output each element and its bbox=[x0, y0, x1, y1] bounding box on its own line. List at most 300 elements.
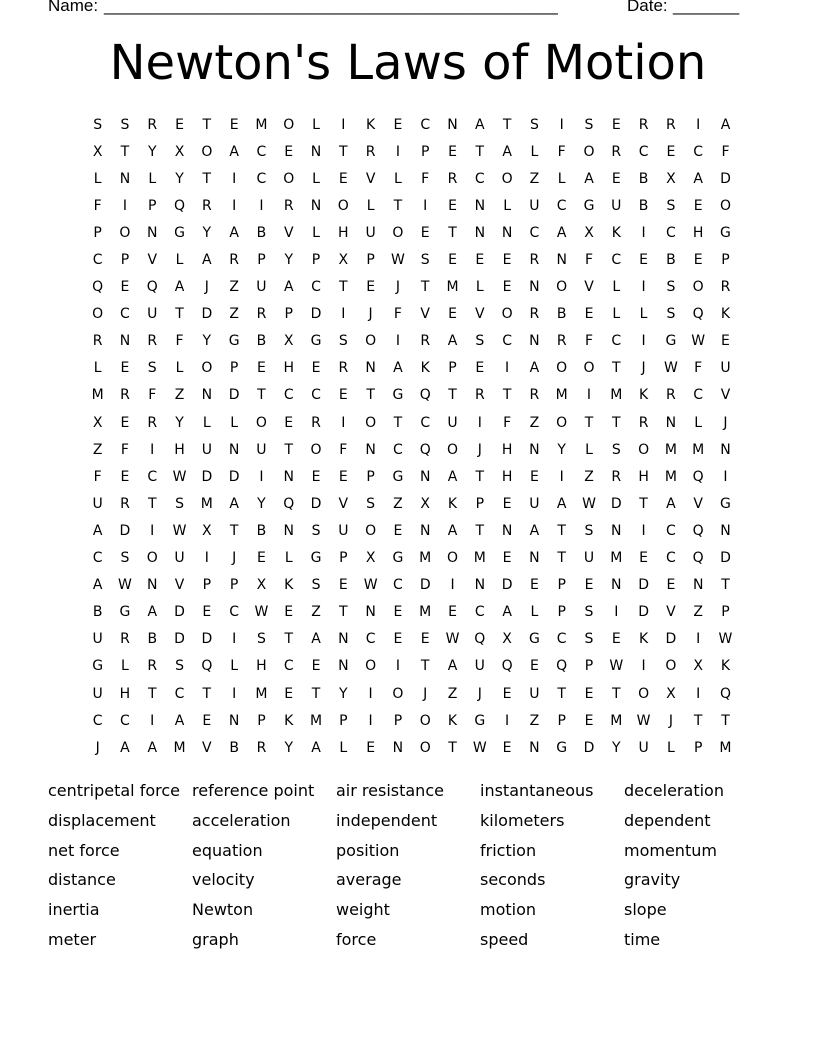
grid-row bbox=[84, 138, 739, 165]
grid-letter: Q bbox=[146, 279, 158, 296]
grid-letter: D bbox=[228, 468, 240, 485]
grid-letter: Z bbox=[584, 468, 594, 485]
grid-letter: E bbox=[338, 468, 348, 485]
grid-letter: Z bbox=[229, 306, 239, 323]
grid-letter: L bbox=[175, 360, 184, 377]
grid-letter: S bbox=[666, 306, 676, 323]
grid-letter: T bbox=[475, 522, 485, 539]
grid-letter: K bbox=[638, 631, 649, 648]
grid-letter: T bbox=[366, 387, 375, 404]
grid-letter: T bbox=[502, 116, 512, 133]
grid-letter: I bbox=[696, 631, 701, 648]
grid-letter: N bbox=[474, 224, 486, 241]
grid-letter: V bbox=[420, 306, 430, 323]
grid-letter: T bbox=[639, 495, 648, 512]
grid-letter: E bbox=[639, 550, 649, 567]
grid-letter: G bbox=[310, 550, 322, 567]
grid-letter: L bbox=[366, 197, 375, 214]
grid-letter: L bbox=[230, 658, 239, 675]
grid-letter: H bbox=[174, 441, 185, 458]
grid-letter: G bbox=[228, 333, 240, 350]
grid-letter: R bbox=[92, 333, 103, 350]
grid-letter: N bbox=[365, 604, 376, 621]
grid-letter: C bbox=[474, 170, 485, 187]
grid-letter: E bbox=[611, 170, 621, 187]
grid-letter: A bbox=[283, 279, 294, 296]
grid-letter: Q bbox=[692, 306, 704, 323]
word-list-item: net force bbox=[48, 840, 120, 860]
grid-letter: O bbox=[583, 143, 595, 160]
grid-letter: W bbox=[472, 739, 487, 756]
grid-letter: C bbox=[611, 333, 622, 350]
grid-letter: E bbox=[257, 550, 266, 567]
grid-letter: O bbox=[419, 739, 431, 756]
grid-letter: R bbox=[338, 360, 349, 377]
grid-letter: G bbox=[92, 658, 104, 675]
grid-letter: U bbox=[529, 197, 540, 214]
grid-letter: X bbox=[174, 143, 185, 160]
word-list-item: momentum bbox=[624, 840, 717, 860]
word-list-item: graph bbox=[192, 929, 239, 949]
grid-letter: E bbox=[448, 306, 457, 323]
grid-letter: G bbox=[720, 224, 731, 241]
grid-letter: L bbox=[339, 739, 348, 756]
grid-letter: U bbox=[201, 441, 212, 458]
grid-letter: C bbox=[147, 468, 158, 485]
grid-letter: I bbox=[150, 441, 155, 458]
grid-letter: E bbox=[393, 604, 403, 621]
grid-letter: U bbox=[474, 658, 485, 675]
grid-letter: X bbox=[666, 170, 676, 187]
grid-row bbox=[84, 734, 739, 761]
grid-letter: R bbox=[365, 143, 376, 160]
grid-letter: R bbox=[529, 252, 540, 269]
grid-letter: Z bbox=[447, 685, 458, 702]
grid-letter: C bbox=[502, 333, 512, 350]
grid-letter: T bbox=[147, 685, 157, 702]
grid-letter: D bbox=[419, 577, 431, 594]
grid-letter: N bbox=[310, 143, 322, 160]
word-list-item: inertia bbox=[48, 900, 100, 920]
grid-letter: R bbox=[147, 414, 158, 431]
grid-letter: X bbox=[420, 495, 430, 512]
grid-letter: R bbox=[256, 306, 267, 323]
grid-letter: F bbox=[175, 333, 184, 350]
word-list bbox=[48, 776, 768, 955]
grid-letter: T bbox=[612, 360, 621, 377]
grid-letter: Z bbox=[174, 387, 185, 404]
grid-row bbox=[84, 653, 739, 680]
grid-letter: E bbox=[448, 604, 457, 621]
grid-letter: A bbox=[147, 739, 158, 756]
grid-letter: R bbox=[666, 387, 676, 404]
grid-letter: F bbox=[694, 360, 703, 377]
word-list-item: dependent bbox=[624, 810, 711, 830]
grid-letter: Q bbox=[692, 522, 704, 539]
grid-letter: G bbox=[665, 333, 677, 350]
grid-letter: B bbox=[256, 522, 267, 539]
grid-letter: B bbox=[92, 604, 103, 621]
grid-letter: J bbox=[668, 712, 673, 729]
grid-letter: C bbox=[556, 197, 567, 214]
grid-letter: W bbox=[718, 631, 733, 648]
grid-letter: M bbox=[692, 441, 705, 458]
grid-row bbox=[84, 111, 739, 138]
grid-letter: J bbox=[232, 550, 237, 567]
grid-letter: R bbox=[556, 333, 567, 350]
grid-letter: J bbox=[368, 306, 373, 323]
grid-letter: U bbox=[147, 306, 158, 323]
grid-letter: C bbox=[365, 631, 376, 648]
grid-letter: P bbox=[584, 658, 594, 675]
grid-letter: M bbox=[255, 116, 268, 133]
date-label: Date: bbox=[627, 0, 668, 15]
grid-letter: M bbox=[446, 279, 459, 296]
grid-letter: Q bbox=[419, 387, 431, 404]
grid-letter: U bbox=[92, 631, 103, 648]
grid-letter: F bbox=[93, 197, 102, 214]
grid-letter: I bbox=[477, 414, 482, 431]
grid-letter: R bbox=[529, 306, 540, 323]
grid-letter: Q bbox=[692, 550, 704, 567]
grid-letter: D bbox=[119, 522, 131, 539]
grid-letter: N bbox=[720, 441, 731, 458]
grid-letter: R bbox=[420, 333, 431, 350]
grid-letter: K bbox=[447, 712, 458, 729]
grid-letter: N bbox=[365, 441, 376, 458]
grid-letter: O bbox=[310, 441, 322, 458]
grid-letter: I bbox=[150, 712, 155, 729]
grid-letter: C bbox=[638, 143, 649, 160]
grid-letter: R bbox=[638, 116, 649, 133]
grid-letter: G bbox=[583, 197, 595, 214]
grid-letter: U bbox=[529, 685, 540, 702]
grid-letter: O bbox=[556, 414, 568, 431]
grid-letter: V bbox=[720, 387, 731, 404]
grid-letter: D bbox=[638, 577, 649, 594]
grid-letter: A bbox=[475, 116, 485, 133]
grid-letter: I bbox=[204, 550, 209, 567]
grid-letter: E bbox=[120, 279, 130, 296]
grid-letter: B bbox=[256, 224, 267, 241]
grid-letter: X bbox=[92, 143, 103, 160]
name-blank-line: ________________________________________________ bbox=[104, 0, 558, 15]
grid-letter: R bbox=[283, 197, 294, 214]
grid-letter: W bbox=[118, 577, 132, 594]
word-list-item: motion bbox=[480, 900, 537, 920]
grid-letter: M bbox=[173, 739, 186, 756]
grid-letter: I bbox=[559, 116, 564, 133]
grid-letter: M bbox=[664, 468, 677, 485]
grid-letter: O bbox=[719, 197, 731, 214]
grid-letter: D bbox=[201, 631, 213, 648]
grid-letter: O bbox=[501, 170, 513, 187]
grid-letter: I bbox=[559, 468, 564, 485]
grid-letter: U bbox=[720, 360, 731, 377]
grid-letter: K bbox=[447, 495, 458, 512]
grid-letter: E bbox=[366, 739, 376, 756]
grid-letter: R bbox=[720, 279, 731, 296]
grid-letter: J bbox=[477, 441, 482, 458]
grid-letter: D bbox=[720, 550, 731, 567]
grid-letter: E bbox=[393, 116, 403, 133]
grid-letter: J bbox=[204, 279, 209, 296]
grid-letter: C bbox=[256, 170, 267, 187]
grid-letter: C bbox=[92, 712, 103, 729]
grid-letter: V bbox=[475, 306, 485, 323]
grid-letter: R bbox=[120, 631, 130, 648]
grid-letter: J bbox=[723, 414, 728, 431]
grid-letter: R bbox=[256, 739, 267, 756]
grid-letter: Y bbox=[339, 685, 348, 702]
grid-letter: G bbox=[392, 550, 404, 567]
grid-letter: D bbox=[310, 495, 322, 512]
grid-letter: H bbox=[256, 658, 267, 675]
grid-letter: B bbox=[256, 333, 267, 350]
grid-letter: U bbox=[365, 224, 376, 241]
grid-letter: C bbox=[120, 306, 130, 323]
grid-letter: P bbox=[721, 252, 730, 269]
grid-letter: L bbox=[503, 197, 511, 214]
grid-letter: A bbox=[174, 712, 185, 729]
grid-letter: W bbox=[363, 577, 378, 594]
grid-row bbox=[84, 192, 739, 219]
grid-letter: P bbox=[93, 224, 102, 241]
grid-letter: I bbox=[723, 468, 728, 485]
grid-letter: R bbox=[311, 414, 321, 431]
grid-letter: V bbox=[202, 739, 212, 756]
grid-letter: S bbox=[175, 658, 184, 675]
grid-letter: D bbox=[720, 170, 731, 187]
grid-letter: L bbox=[612, 279, 621, 296]
grid-letter: T bbox=[202, 116, 212, 133]
grid-letter: S bbox=[584, 116, 594, 133]
grid-letter: N bbox=[529, 333, 540, 350]
grid-letter: P bbox=[148, 197, 157, 214]
grid-letter: O bbox=[556, 279, 568, 296]
grid-letter: F bbox=[339, 441, 348, 458]
grid-letter: Z bbox=[529, 712, 540, 729]
grid-letter: D bbox=[665, 631, 677, 648]
grid-letter: A bbox=[92, 522, 103, 539]
grid-letter: M bbox=[664, 441, 677, 458]
grid-letter: E bbox=[639, 252, 649, 269]
grid-letter: C bbox=[665, 522, 676, 539]
word-list-item: seconds bbox=[480, 870, 546, 890]
grid-letter: C bbox=[283, 387, 294, 404]
grid-letter: X bbox=[584, 224, 594, 241]
grid-letter: T bbox=[339, 279, 348, 296]
grid-letter: E bbox=[120, 468, 130, 485]
grid-row bbox=[84, 707, 739, 734]
grid-letter: K bbox=[611, 224, 621, 241]
grid-letter: M bbox=[473, 550, 486, 567]
grid-letter: P bbox=[339, 550, 348, 567]
grid-letter: N bbox=[392, 739, 404, 756]
grid-letter: S bbox=[311, 577, 321, 594]
grid-letter: L bbox=[639, 306, 648, 323]
grid-letter: J bbox=[395, 279, 400, 296]
grid-letter: R bbox=[120, 387, 130, 404]
grid-letter: S bbox=[420, 252, 430, 269]
word-list-item: acceleration bbox=[192, 810, 291, 830]
grid-letter: L bbox=[148, 170, 157, 187]
grid-letter: P bbox=[257, 712, 266, 729]
grid-letter: C bbox=[474, 604, 485, 621]
grid-row bbox=[84, 409, 739, 436]
grid-row bbox=[84, 545, 739, 572]
grid-letter: I bbox=[395, 658, 400, 675]
grid-letter: L bbox=[694, 414, 703, 431]
word-list-item: air resistance bbox=[336, 781, 444, 800]
grid-letter: M bbox=[255, 685, 268, 702]
grid-letter: I bbox=[641, 224, 646, 241]
grid-row bbox=[84, 463, 739, 490]
grid-letter: C bbox=[393, 441, 403, 458]
grid-letter: D bbox=[501, 577, 513, 594]
grid-letter: L bbox=[202, 414, 211, 431]
grid-letter: N bbox=[556, 252, 567, 269]
grid-letter: E bbox=[448, 143, 457, 160]
grid-letter: C bbox=[283, 658, 294, 675]
grid-letter: E bbox=[693, 252, 703, 269]
grid-letter: T bbox=[721, 577, 730, 594]
word-list-item: displacement bbox=[48, 810, 156, 830]
grid-letter: N bbox=[501, 224, 513, 241]
grid-letter: I bbox=[423, 197, 428, 214]
word-list-item: friction bbox=[480, 840, 537, 860]
word-list-item: position bbox=[336, 840, 400, 860]
grid-letter: L bbox=[284, 550, 293, 567]
grid-letter: E bbox=[529, 658, 539, 675]
grid-letter: K bbox=[720, 306, 731, 323]
grid-letter: E bbox=[666, 577, 676, 594]
grid-letter: L bbox=[530, 143, 539, 160]
grid-letter: P bbox=[693, 739, 703, 756]
grid-letter: G bbox=[174, 224, 185, 241]
grid-letter: R bbox=[229, 252, 239, 269]
grid-letter: A bbox=[147, 604, 158, 621]
grid-letter: U bbox=[583, 550, 595, 567]
grid-letter: E bbox=[257, 360, 266, 377]
grid-letter: P bbox=[339, 712, 348, 729]
grid-letter: Z bbox=[229, 279, 239, 296]
grid-letter: T bbox=[448, 739, 457, 756]
grid-letter: G bbox=[310, 333, 322, 350]
grid-letter: S bbox=[311, 522, 321, 539]
grid-letter: C bbox=[420, 116, 431, 133]
grid-letter: I bbox=[641, 333, 646, 350]
grid-letter: T bbox=[557, 550, 566, 567]
grid-letter: P bbox=[475, 495, 485, 512]
grid-letter: E bbox=[338, 577, 348, 594]
grid-letter: L bbox=[175, 252, 184, 269]
grid-letter: C bbox=[256, 143, 267, 160]
grid-letter: P bbox=[448, 360, 457, 377]
grid-letter: Z bbox=[92, 441, 103, 458]
word-list-item: deceleration bbox=[624, 781, 724, 800]
grid-letter: N bbox=[310, 197, 322, 214]
grid-letter: I bbox=[232, 631, 237, 648]
grid-letter: Q bbox=[719, 685, 731, 702]
grid-letter: V bbox=[283, 224, 294, 241]
grid-letter: M bbox=[555, 387, 568, 404]
grid-letter: T bbox=[147, 495, 157, 512]
grid-letter: Z bbox=[311, 604, 321, 621]
grid-letter: E bbox=[311, 658, 321, 675]
grid-letter: H bbox=[501, 441, 513, 458]
grid-letter: D bbox=[228, 387, 240, 404]
grid-letter: O bbox=[501, 306, 513, 323]
grid-letter: O bbox=[556, 360, 568, 377]
grid-letter: L bbox=[557, 170, 566, 187]
grid-letter: J bbox=[477, 685, 482, 702]
grid-letter: P bbox=[257, 252, 266, 269]
grid-letter: I bbox=[368, 712, 373, 729]
grid-letter: E bbox=[584, 577, 594, 594]
grid-letter: N bbox=[147, 224, 158, 241]
grid-letter: B bbox=[638, 170, 649, 187]
grid-letter: J bbox=[423, 685, 428, 702]
grid-letter: N bbox=[119, 170, 131, 187]
grid-letter: O bbox=[283, 116, 295, 133]
grid-letter: R bbox=[666, 116, 676, 133]
grid-letter: N bbox=[228, 712, 240, 729]
grid-letter: E bbox=[366, 279, 376, 296]
grid-letter: L bbox=[121, 658, 129, 675]
grid-letter: N bbox=[501, 522, 513, 539]
grid-letter: T bbox=[584, 414, 594, 431]
grid-letter: T bbox=[502, 387, 512, 404]
grid-letter: O bbox=[392, 685, 404, 702]
word-list-item: force bbox=[336, 929, 377, 949]
grid-letter: E bbox=[721, 333, 730, 350]
grid-letter: Q bbox=[501, 658, 513, 675]
grid-letter: W bbox=[254, 604, 269, 621]
grid-letter: U bbox=[174, 550, 185, 567]
grid-letter: C bbox=[693, 143, 704, 160]
grid-letter: C bbox=[665, 224, 676, 241]
grid-letter: R bbox=[611, 468, 622, 485]
grid-letter: X bbox=[202, 522, 212, 539]
grid-letter: K bbox=[366, 116, 376, 133]
word-list-item: centripetal force bbox=[48, 781, 180, 800]
grid-letter: E bbox=[502, 252, 512, 269]
word-list-item: instantaneous bbox=[480, 781, 594, 800]
grid-letter: N bbox=[474, 197, 486, 214]
grid-letter: P bbox=[557, 577, 566, 594]
grid-letter: K bbox=[638, 387, 649, 404]
grid-letter: U bbox=[529, 495, 540, 512]
grid-letter: M bbox=[419, 604, 432, 621]
grid-letter: L bbox=[585, 441, 593, 458]
grid-letter: S bbox=[611, 441, 621, 458]
grid-letter: L bbox=[312, 116, 320, 133]
grid-letter: T bbox=[693, 712, 703, 729]
grid-letter: A bbox=[584, 170, 594, 187]
grid-letter: I bbox=[586, 387, 592, 404]
word-list-item: time bbox=[624, 929, 661, 949]
grid-letter: R bbox=[147, 658, 158, 675]
grid-letter: A bbox=[693, 170, 703, 187]
grid-letter: S bbox=[475, 333, 485, 350]
grid-letter: N bbox=[283, 468, 294, 485]
grid-letter: Z bbox=[529, 170, 540, 187]
grid-letter: T bbox=[448, 387, 457, 404]
grid-letter: E bbox=[202, 712, 212, 729]
grid-letter: T bbox=[612, 414, 621, 431]
grid-letter: C bbox=[229, 604, 240, 621]
